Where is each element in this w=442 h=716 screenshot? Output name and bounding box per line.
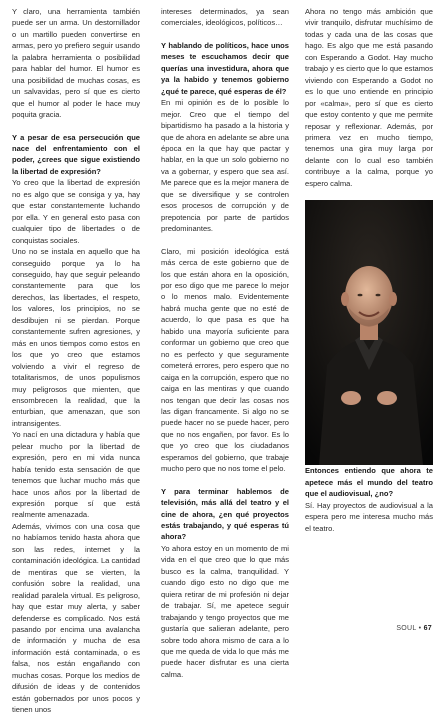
interview-question: Y a pesar de esa persecución que nace del enfrentamiento con el poder, ¿crees que sigue existiendo la libertad de expresión?	[12, 132, 140, 176]
interview-question: Y hablando de políticos, hace unos meses te escuchamos decir que querías una investidura, ahora que ya la habido y tenemos gobierno ¿qué te parece, qué esperas de él?	[161, 40, 289, 96]
paragraph: Además, vivimos con una cosa que no habíamos tenido hasta ahora que son las redes, internet y la contaminación ideológica. La cantidad de mentiras que se vierten, la confusión sobre la realidad, una realidad paralela virtual. Es peligroso, hay que estar muy alerta, y saber defenderse es complicado. Nos está pasando por encima una avalancha de información y mucha de esa información está contaminada, o es falsa, nos están engañando con muchas cosas. Porque los medios de difusión de ideas y de contenidos están gobernados por unos pocos y tienen unos	[12, 521, 140, 715]
interview-question: Y para terminar hablemos de televisión, más allá del teatro y el cine de ahora, ¿en qué proyectos estás trabajando, y qué esperas tú ahora?	[161, 486, 289, 542]
paragraph: Ahora no tengo más ambición que vivir tranquilo, disfrutar muchísimo de todas y cada una de las cosas que hago. Es algo que me está pasando con Esperando a Godot. Hay mucho trabajo y es cierto que lo que estamos viviendo con Esperando a Godot no es lo que uno entiende en principio por «calma», pero sí que es cierto que estoy contento y que me permite reposar y reflexionar. Además, por primera vez en mucho tiempo, tenemos una gira muy larga por delante con lo cual eso también contribuye a la calma, porque yo espero calma.	[305, 7, 433, 188]
paragraph: Yo nací en una dictadura y había que pelear mucho por la libertad de expresión, pero en mi vida nunca había tenido esta sensación de que tenemos que luchar mucho más que hace unos años por la libertad de expresión porque sí que está realmente amenazada.	[12, 430, 140, 520]
page-footer	[396, 625, 432, 632]
paragraph: Sí. Hay proyectos de audiovisual a la espera pero me interesa mucho más el teatro.	[305, 500, 433, 533]
interview-question: Entonces entiendo que ahora te apetece más el mundo del teatro que el audiovisual, ¿no?	[305, 466, 433, 499]
page-number: 67	[423, 625, 432, 632]
text-column-2	[161, 6, 289, 680]
paragraph: En mi opinión es de lo posible lo mejor. Creo que el tiempo del bipartidismo ha pasado a la historia y que de ahora en adelante se abre una época en la que hay que pactar y hablar, en la que un solo gobierno no va a gobernar, y espero que sea así. Me parece que es la mejor manera de que se diversifique y se controlen esos procesos de corrupción y de prepotencia por parte de partidos predominantes.	[161, 98, 289, 234]
portrait-photo-icon	[305, 200, 433, 465]
footer-separator: •	[418, 625, 422, 632]
magazine-name: SOUL	[396, 625, 417, 632]
paragraph: Yo creo que la libertad de expresión no es algo que se consiga y ya, hay que estar constantemente luchando por ella. Y en general esto pasa con cualquier tipo de libertades o de conquistas sociales.	[12, 178, 140, 245]
paragraph: intereses determinados, ya sean comerciales, ideológicos, políticos…	[161, 7, 289, 28]
paragraph: Uno no se instala en aquello que ha conseguido porque ya lo ha conseguido, hay que seguir peleando constantemente para que los derechos, las libertades, el respeto, los valores, los principios, no se desdibujen ni se pierdan. Porque constantemente sufren agresiones, y más en unos tiempos como estos en los que yo creo que estamos volviendo a vivir el regreso de totalitarismos, de unos populismos muy peligrosos que mienten, que ensombrecen la realidad, que la enturbian, que amenazan, que son intransigentes.	[12, 247, 140, 428]
text-column-1	[12, 6, 140, 716]
paragraph: Yo ahora estoy en un momento de mi vida en el que creo que lo que más busco es la calma, tranquilidad. Y cuando digo esto no digo que me quiera retirar de mi profesión ni dejar de trabajar. Sí, me apetece seguir trabajando y tengo proyectos que me gustaría que salieran adelante, pero sobre todo ahora mismo de cara a lo que me queda de vida lo que más me puede hacer disfrutar es una cierta calma.	[161, 543, 289, 679]
paragraph: Claro, mi posición ideológica está más cerca de este gobierno que de los que están ahora en la oposición, por eso digo que me parece lo mejor o lo menos malo. Evidentemente habrá mucha gente que no esté de acuerdo, lo que pasa es que ha habido una mayoría suficiente para conformar un gobierno que creo que no es perfecto y que seguramente cometerá errores, pero espero que no caiga en la corrupción, espero que no caiga en las mentiras y que cuando nos tengan que decir las cosas nos las digan francamente. Si algo no se puede hacer no se puede hacer, pero que no nos engañen, por favor. Es lo que yo creo que los ciudadanos esperamos del gobierno, que trabaje mucho pero que no nos tome el pelo.	[161, 246, 289, 474]
paragraph: Y claro, una herramienta también puede ser un arma. Un destornillador o un martillo pueden convertirse en armas, pero yo prefiero seguir usando la palabra herramienta o posibilidad para hablar del humor. El humor es una posibilidad de muchas cosas, es un salvavidas, pero sí que es cierto que el humor al poder le hace muy poquita gracia.	[12, 7, 140, 120]
